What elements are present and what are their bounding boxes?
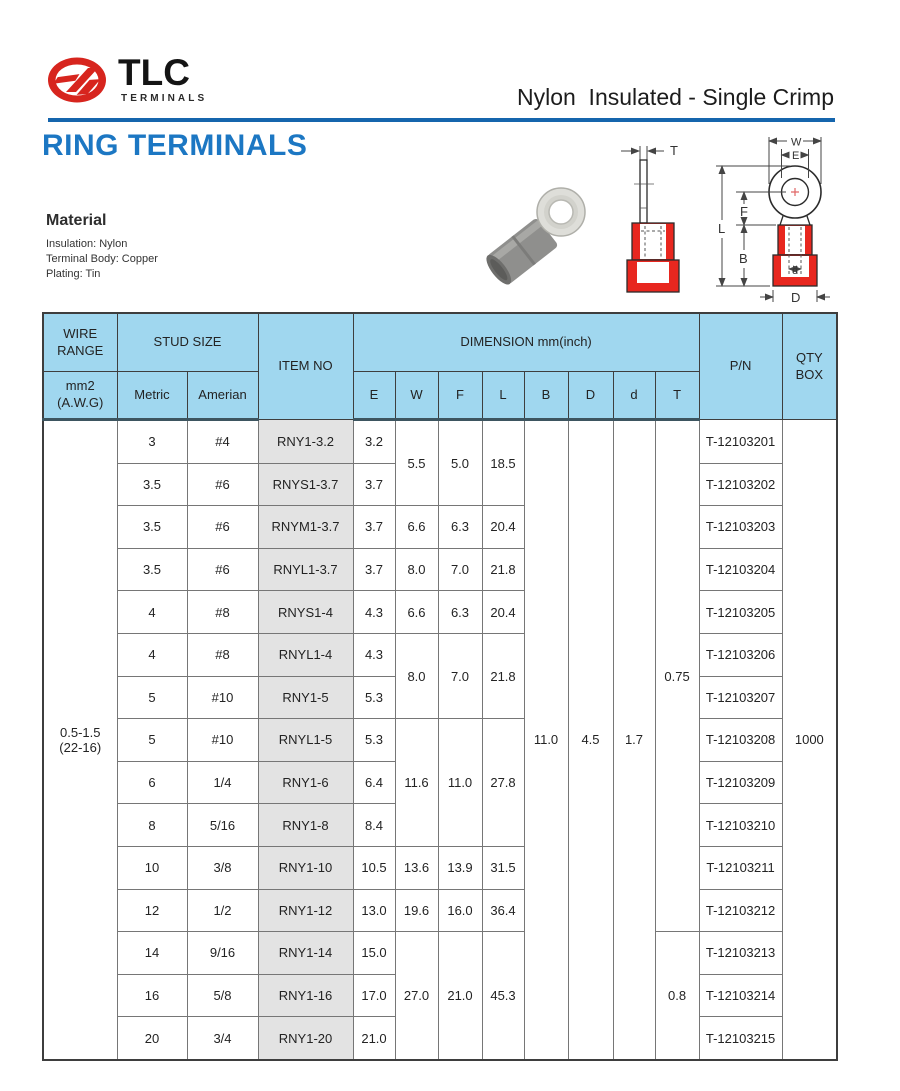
dim-l-label: L: [718, 221, 726, 236]
table-cell: 11.0: [524, 420, 568, 1060]
table-cell: 5: [117, 676, 187, 719]
pn-cell: T-12103202: [699, 463, 782, 506]
table-cell: 20.4: [482, 591, 524, 634]
col-dim-e: E: [353, 372, 395, 420]
col-dim-w: W: [395, 372, 438, 420]
product-photo: [486, 176, 594, 294]
table-cell: 21.0: [438, 932, 482, 1060]
table-cell: 19.6: [395, 889, 438, 932]
table-cell: 9/16: [187, 932, 258, 975]
col-dim-b: B: [524, 372, 568, 420]
item-no-cell: RNYL1-3.7: [258, 548, 353, 591]
col-qty-box: QTY BOX: [782, 313, 837, 420]
col-dim-t: T: [655, 372, 699, 420]
material-line: Plating: Tin: [46, 268, 101, 280]
pn-cell: T-12103212: [699, 889, 782, 932]
pn-cell: T-12103209: [699, 761, 782, 804]
tlc-logo-icon: [46, 56, 110, 104]
table-cell: 17.0: [353, 974, 395, 1017]
table-cell: 13.6: [395, 846, 438, 889]
item-no-cell: RNY1-6: [258, 761, 353, 804]
col-wire-range: WIRE RANGE: [43, 313, 117, 372]
table-cell: #10: [187, 719, 258, 762]
col-dim-d: D: [568, 372, 613, 420]
table-row: [43, 719, 837, 762]
table-cell: #4: [187, 420, 258, 464]
table-row: [43, 591, 837, 634]
pn-cell: T-12103206: [699, 633, 782, 676]
table-cell: 3.5: [117, 506, 187, 549]
page-title: RING TERMINALS: [42, 129, 308, 162]
pn-cell: T-12103211: [699, 846, 782, 889]
col-metric: Metric: [117, 372, 187, 420]
item-no-cell: RNY1-5: [258, 676, 353, 719]
col-item-no: ITEM NO: [258, 313, 353, 420]
wire-range-cell: 0.5-1.5 (22-16): [43, 420, 117, 1060]
table-cell: 3.7: [353, 463, 395, 506]
table-cell: 10: [117, 846, 187, 889]
item-no-cell: RNY1-12: [258, 889, 353, 932]
dim-t-label: T: [670, 143, 678, 158]
table-cell: 7.0: [438, 633, 482, 718]
header-rule: [48, 118, 835, 122]
table-cell: 18.5: [482, 420, 524, 506]
material-title: Material: [46, 212, 107, 229]
table-cell: 11.6: [395, 719, 438, 847]
table-cell: 13.9: [438, 846, 482, 889]
table-cell: 3.7: [353, 506, 395, 549]
table-cell: 6.4: [353, 761, 395, 804]
table-cell: 0.8: [655, 932, 699, 1060]
table-cell: 6.6: [395, 506, 438, 549]
table-cell: 15.0: [353, 932, 395, 975]
pn-cell: T-12103213: [699, 932, 782, 975]
qty-cell: 1000: [782, 420, 837, 1060]
table-cell: 4.3: [353, 633, 395, 676]
table-cell: 5.0: [438, 420, 482, 506]
item-no-cell: RNY1-16: [258, 974, 353, 1017]
table-cell: #8: [187, 633, 258, 676]
pn-cell: T-12103204: [699, 548, 782, 591]
side-view-diagram: [608, 138, 700, 296]
table-cell: #6: [187, 548, 258, 591]
front-view-diagram: [700, 128, 872, 310]
item-no-cell: RNYL1-5: [258, 719, 353, 762]
table-cell: 3.5: [117, 548, 187, 591]
table-row: [43, 633, 837, 676]
item-no-cell: RNYM1-3.7: [258, 506, 353, 549]
table-cell: 4.5: [568, 420, 613, 1060]
table-cell: 20: [117, 1017, 187, 1060]
item-no-cell: RNY1-10: [258, 846, 353, 889]
table-cell: 1/4: [187, 761, 258, 804]
table-row: [43, 889, 837, 932]
col-dimension: DIMENSION mm(inch): [353, 313, 699, 372]
table-cell: 5/16: [187, 804, 258, 847]
table-cell: 20.4: [482, 506, 524, 549]
table-cell: 5: [117, 719, 187, 762]
table-cell: 8: [117, 804, 187, 847]
table-cell: 21.0: [353, 1017, 395, 1060]
table-cell: 6.3: [438, 506, 482, 549]
table-cell: 8.4: [353, 804, 395, 847]
col-american: Amerian: [187, 372, 258, 420]
table-cell: 7.0: [438, 548, 482, 591]
col-dim-f: F: [438, 372, 482, 420]
table-cell: #6: [187, 506, 258, 549]
col-wire-range-unit: mm2 (A.W.G): [43, 372, 117, 420]
item-no-cell: RNY1-20: [258, 1017, 353, 1060]
table-cell: 8.0: [395, 633, 438, 718]
table-cell: 16.0: [438, 889, 482, 932]
table-cell: 3/8: [187, 846, 258, 889]
item-no-cell: RNYS1-3.7: [258, 463, 353, 506]
table-cell: #10: [187, 676, 258, 719]
dim-b-label: B: [739, 251, 748, 266]
brand-logo: [46, 52, 296, 108]
table-cell: 5.3: [353, 676, 395, 719]
brand-name: TLC: [118, 52, 190, 93]
doc-subtitle: Nylon Insulated - Single Crimp: [516, 84, 834, 110]
pn-cell: T-12103207: [699, 676, 782, 719]
dim-dd-label: D: [791, 290, 801, 305]
table-cell: 3.2: [353, 420, 395, 464]
material-line: Insulation: Nylon: [46, 238, 128, 250]
table-cell: 0.75: [655, 420, 699, 932]
table-row: [43, 506, 837, 549]
table-row: [43, 932, 837, 975]
table-cell: 3/4: [187, 1017, 258, 1060]
item-no-cell: RNY1-14: [258, 932, 353, 975]
table-cell: #6: [187, 463, 258, 506]
table-cell: 10.5: [353, 846, 395, 889]
table-cell: 4: [117, 591, 187, 634]
table-cell: 21.8: [482, 548, 524, 591]
pn-cell: T-12103201: [699, 420, 782, 464]
table-row: [43, 420, 837, 464]
table-cell: 31.5: [482, 846, 524, 889]
col-pn: P/N: [699, 313, 782, 420]
brand-subname: TERMINALS: [121, 93, 208, 104]
table-cell: 5.5: [395, 420, 438, 506]
table-cell: 4.3: [353, 591, 395, 634]
dim-d-label: d: [792, 265, 799, 277]
pn-cell: T-12103214: [699, 974, 782, 1017]
table-cell: 36.4: [482, 889, 524, 932]
table-cell: 13.0: [353, 889, 395, 932]
table-row: [43, 548, 837, 591]
table-cell: 1.7: [613, 420, 655, 1060]
table-cell: #8: [187, 591, 258, 634]
table-cell: 3.7: [353, 548, 395, 591]
dim-e-label: E: [792, 150, 800, 162]
table-cell: 21.8: [482, 633, 524, 718]
material-section: [46, 212, 158, 282]
table-cell: 5.3: [353, 719, 395, 762]
item-no-cell: RNY1-3.2: [258, 420, 353, 464]
table-cell: 6: [117, 761, 187, 804]
dim-f-label: F: [740, 204, 748, 219]
dim-w-label: W: [791, 136, 802, 149]
table-cell: 14: [117, 932, 187, 975]
pn-cell: T-12103205: [699, 591, 782, 634]
table-row: [43, 846, 837, 889]
item-no-cell: RNY1-8: [258, 804, 353, 847]
table-cell: 3.5: [117, 463, 187, 506]
table-cell: 12: [117, 889, 187, 932]
pn-cell: T-12103210: [699, 804, 782, 847]
table-cell: 6.6: [395, 591, 438, 634]
col-stud-size: STUD SIZE: [117, 313, 258, 372]
pn-cell: T-12103203: [699, 506, 782, 549]
pn-cell: T-12103208: [699, 719, 782, 762]
table-cell: 3: [117, 420, 187, 464]
material-line: Terminal Body: Copper: [46, 253, 158, 265]
table-cell: 27.0: [395, 932, 438, 1060]
table-cell: 45.3: [482, 932, 524, 1060]
col-dim-l: L: [482, 372, 524, 420]
table-cell: 5/8: [187, 974, 258, 1017]
table-cell: 27.8: [482, 719, 524, 847]
table-cell: 6.3: [438, 591, 482, 634]
table-cell: 16: [117, 974, 187, 1017]
table-cell: 8.0: [395, 548, 438, 591]
table-header: [43, 313, 837, 420]
table-cell: 1/2: [187, 889, 258, 932]
item-no-cell: RNYS1-4: [258, 591, 353, 634]
spec-table-body: [43, 420, 837, 1060]
pn-cell: T-12103215: [699, 1017, 782, 1060]
spec-table: [42, 312, 838, 1061]
item-no-cell: RNYL1-4: [258, 633, 353, 676]
table-cell: 4: [117, 633, 187, 676]
table-cell: 11.0: [438, 719, 482, 847]
col-dim-d-small: d: [613, 372, 655, 420]
